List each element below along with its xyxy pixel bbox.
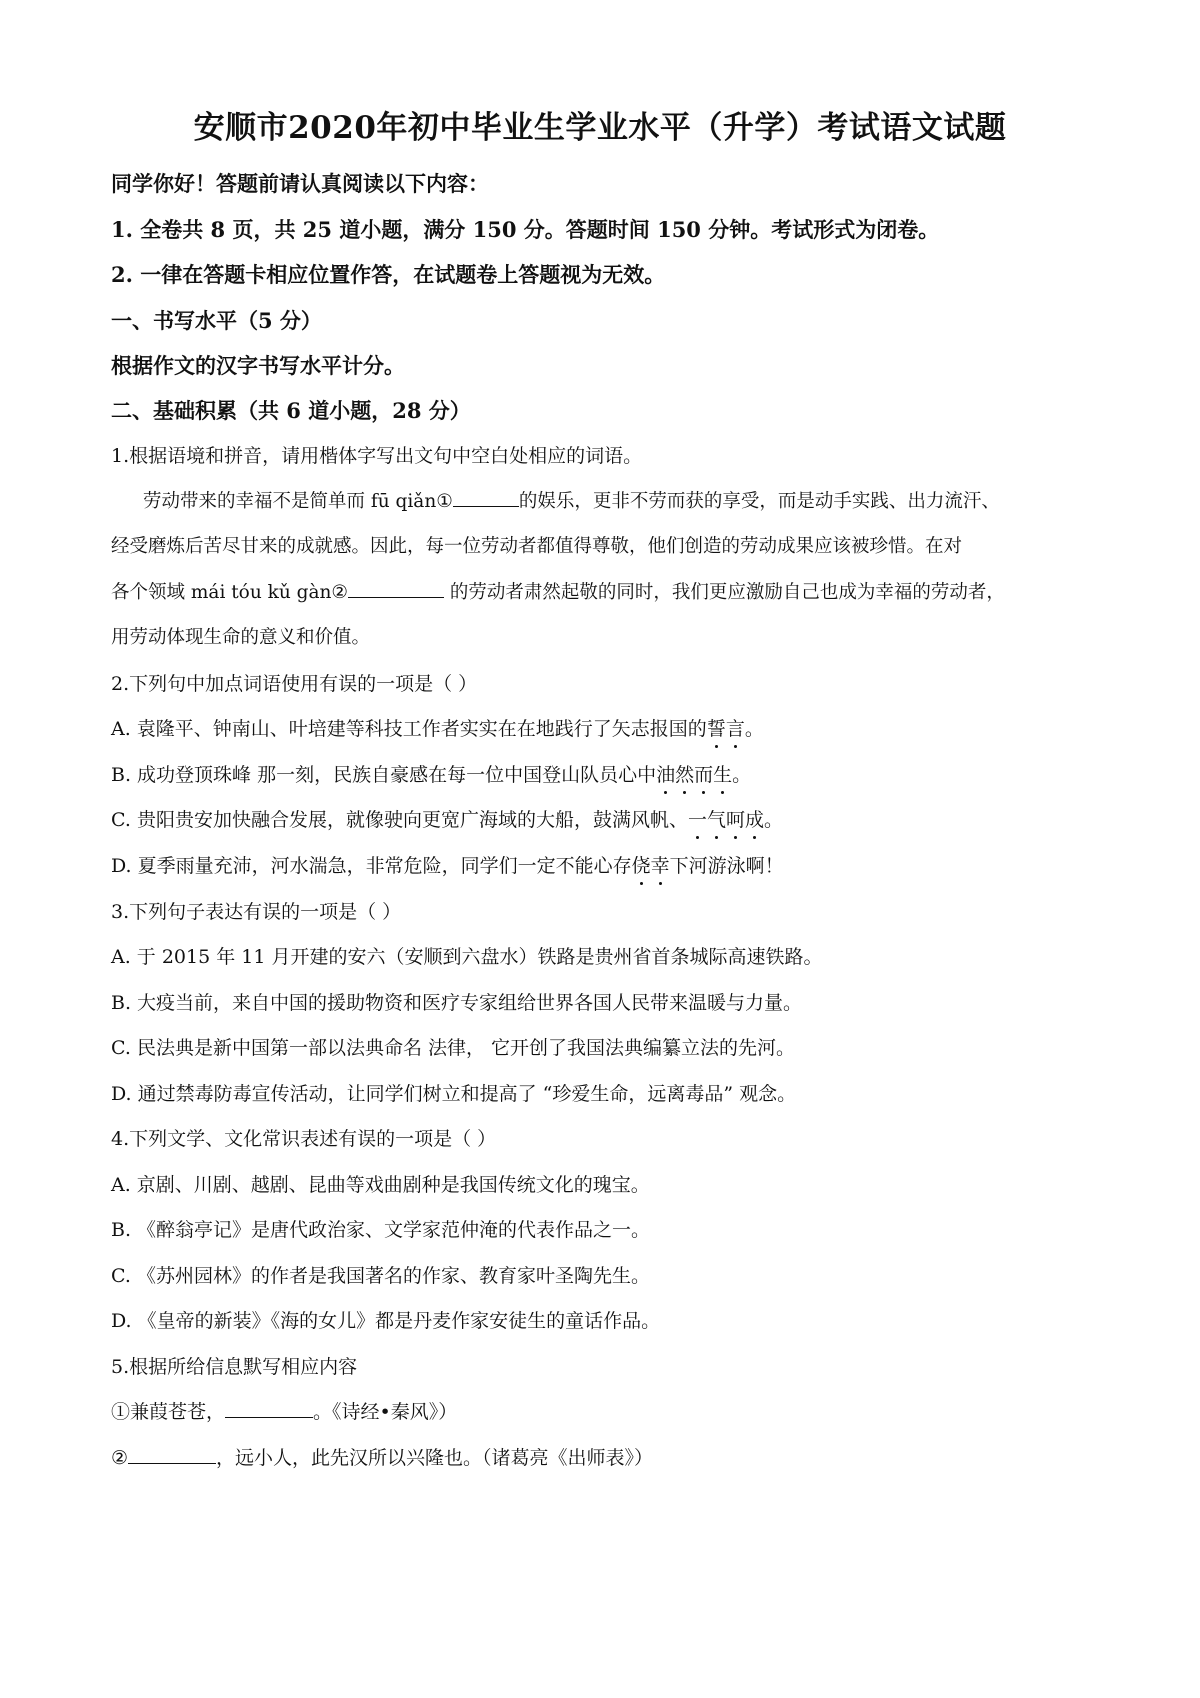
- option-text: 。: [744, 718, 764, 740]
- item-text: 。《诗经•秦风》）: [313, 1401, 458, 1423]
- q1-passage-line-1: [143, 487, 1000, 513]
- q5-blank-1[interactable]: [225, 1398, 313, 1418]
- notice-item-1: 1. 全卷共 8 页，共 25 道小题，满分 150 分。答题时间 150 分钟。考试形式为闭卷。: [111, 217, 940, 242]
- emphasis-char: 然: [675, 760, 694, 787]
- notice-intro: 同学你好！答题前请认真阅读以下内容：: [111, 171, 489, 196]
- emphasis-char: 誓: [707, 714, 726, 741]
- q1-blank-1[interactable]: [453, 488, 519, 508]
- q5-item-2: [111, 1443, 653, 1470]
- dotted-word: [632, 855, 670, 877]
- notice-item-2: 2. 一律在答题卡相应位置作答，在试题卷上答题视为无效。: [111, 262, 666, 287]
- emphasis-char: 言: [726, 714, 745, 741]
- q4-option-d: D. 《皇帝的新装》《海的女儿》都是丹麦作家安徒生的童话作品。: [111, 1310, 661, 1332]
- item-text: ②: [111, 1447, 129, 1469]
- option-text: 下河游泳啊！: [669, 855, 784, 877]
- emphasis-char: 生: [713, 760, 732, 787]
- q1-blank-2[interactable]: [348, 579, 444, 599]
- q4-option-b: B. 《醉翁亭记》是唐代政治家、文学家范仲淹的代表作品之一。: [111, 1219, 651, 1241]
- item-text: ，远小人，此先汉所以兴隆也。（诸葛亮《出师表》）: [216, 1447, 654, 1469]
- q2-option-b: [111, 760, 751, 787]
- dotted-word: [688, 809, 764, 831]
- emphasis-char: 油: [656, 760, 675, 787]
- q1-passage-line-3: [111, 578, 1005, 604]
- dotted-word: [656, 764, 732, 786]
- q4-option-a: A. 京剧、川剧、越剧、昆曲等戏曲剧种是我国传统文化的瑰宝。: [111, 1174, 650, 1196]
- q2-stem: 2.下列句中加点词语使用有误的一项是（ ）: [111, 673, 478, 695]
- item-text: ①兼葭苍苍，: [111, 1401, 226, 1423]
- q5-item-1: [111, 1397, 457, 1424]
- q1-stem: 1.根据语境和拼音，请用楷体字写出文句中空白处相应的词语。: [111, 445, 643, 467]
- q3-stem: 3.下列句子表达有误的一项是（ ）: [111, 901, 402, 923]
- emphasis-char: 气: [707, 805, 726, 832]
- emphasis-char: 侥: [632, 851, 651, 878]
- emphasis-char: 幸: [651, 851, 670, 878]
- q1-passage-text: 劳动带来的幸福不是简单而 fū qiǎn①: [143, 491, 453, 512]
- option-text: C. 贵阳贵安加快融合发展，就像驶向更宽广海域的大船，鼓满风帆、: [111, 809, 688, 831]
- q3-option-a: A. 于 2015 年 11 月开建的安六（安顺到六盘水）铁路是贵州省首条城际高速铁路。: [111, 946, 823, 968]
- q5-blank-2[interactable]: [128, 1444, 216, 1464]
- option-text: D. 夏季雨量充沛，河水湍急，非常危险，同学们一定不能心存: [111, 855, 632, 877]
- q1-passage-text: 的劳动者肃然起敬的同时，我们更应激励自己也成为幸福的劳动者，: [444, 582, 1005, 603]
- emphasis-char: 呵: [726, 805, 745, 832]
- q1-passage-text: 各个领域 mái tóu kǔ gàn②: [111, 582, 348, 603]
- section-2-heading: 二、基础积累（共 6 道小题，28 分）: [111, 398, 471, 423]
- q4-stem: 4.下列文学、文化常识表述有误的一项是（ ）: [111, 1128, 497, 1150]
- q4-option-c: C. 《苏州园林》的作者是我国著名的作家、教育家叶圣陶先生。: [111, 1265, 650, 1287]
- q3-option-c: C. 民法典是新中国第一部以法典命名 法律， 它开创了我国法典编纂立法的先河。: [111, 1037, 796, 1059]
- q2-option-d: [111, 851, 784, 878]
- q2-option-c: [111, 805, 783, 832]
- q3-option-d: D. 通过禁毒防毒宣传活动，让同学们树立和提高了 “珍爱生命，远离毒品” 观念。: [111, 1083, 797, 1105]
- section-1-text: 根据作文的汉字书写水平计分。: [111, 353, 405, 378]
- q2-option-a: [111, 714, 764, 741]
- q1-passage-line-2: 经受磨炼后苦尽甘来的成就感。因此，每一位劳动者都值得尊敬，他们创造的劳动成果应该被珍惜。在对: [111, 536, 963, 557]
- q1-passage-line-4: 用劳动体现生命的意义和价值。: [111, 627, 371, 648]
- page-title: 安顺市2020年初中毕业生学业水平（升学）考试语文试题: [193, 110, 1007, 146]
- emphasis-char: 一: [688, 805, 707, 832]
- option-text: B. 成功登顶珠峰 那一刻，民族自豪感在每一位中国登山队员心中: [111, 764, 657, 786]
- emphasis-char: 而: [694, 760, 713, 787]
- q1-passage-text: 的娱乐，更非不劳而获的享受，而是动手实践、出力流汗、: [518, 491, 1000, 512]
- option-text: A. 袁隆平、钟南山、叶培建等科技工作者实实在在地践行了矢志报国的: [111, 718, 707, 740]
- emphasis-char: 成: [745, 805, 764, 832]
- section-1-heading: 一、书写水平（5 分）: [111, 308, 322, 333]
- option-text: 。: [732, 764, 752, 786]
- q5-stem: 5.根据所给信息默写相应内容: [111, 1356, 358, 1378]
- q3-option-b: B. 大疫当前，来自中国的援助物资和医疗专家组给世界各国人民带来温暖与力量。: [111, 992, 803, 1014]
- option-text: 。: [764, 809, 784, 831]
- dotted-word: [707, 718, 745, 740]
